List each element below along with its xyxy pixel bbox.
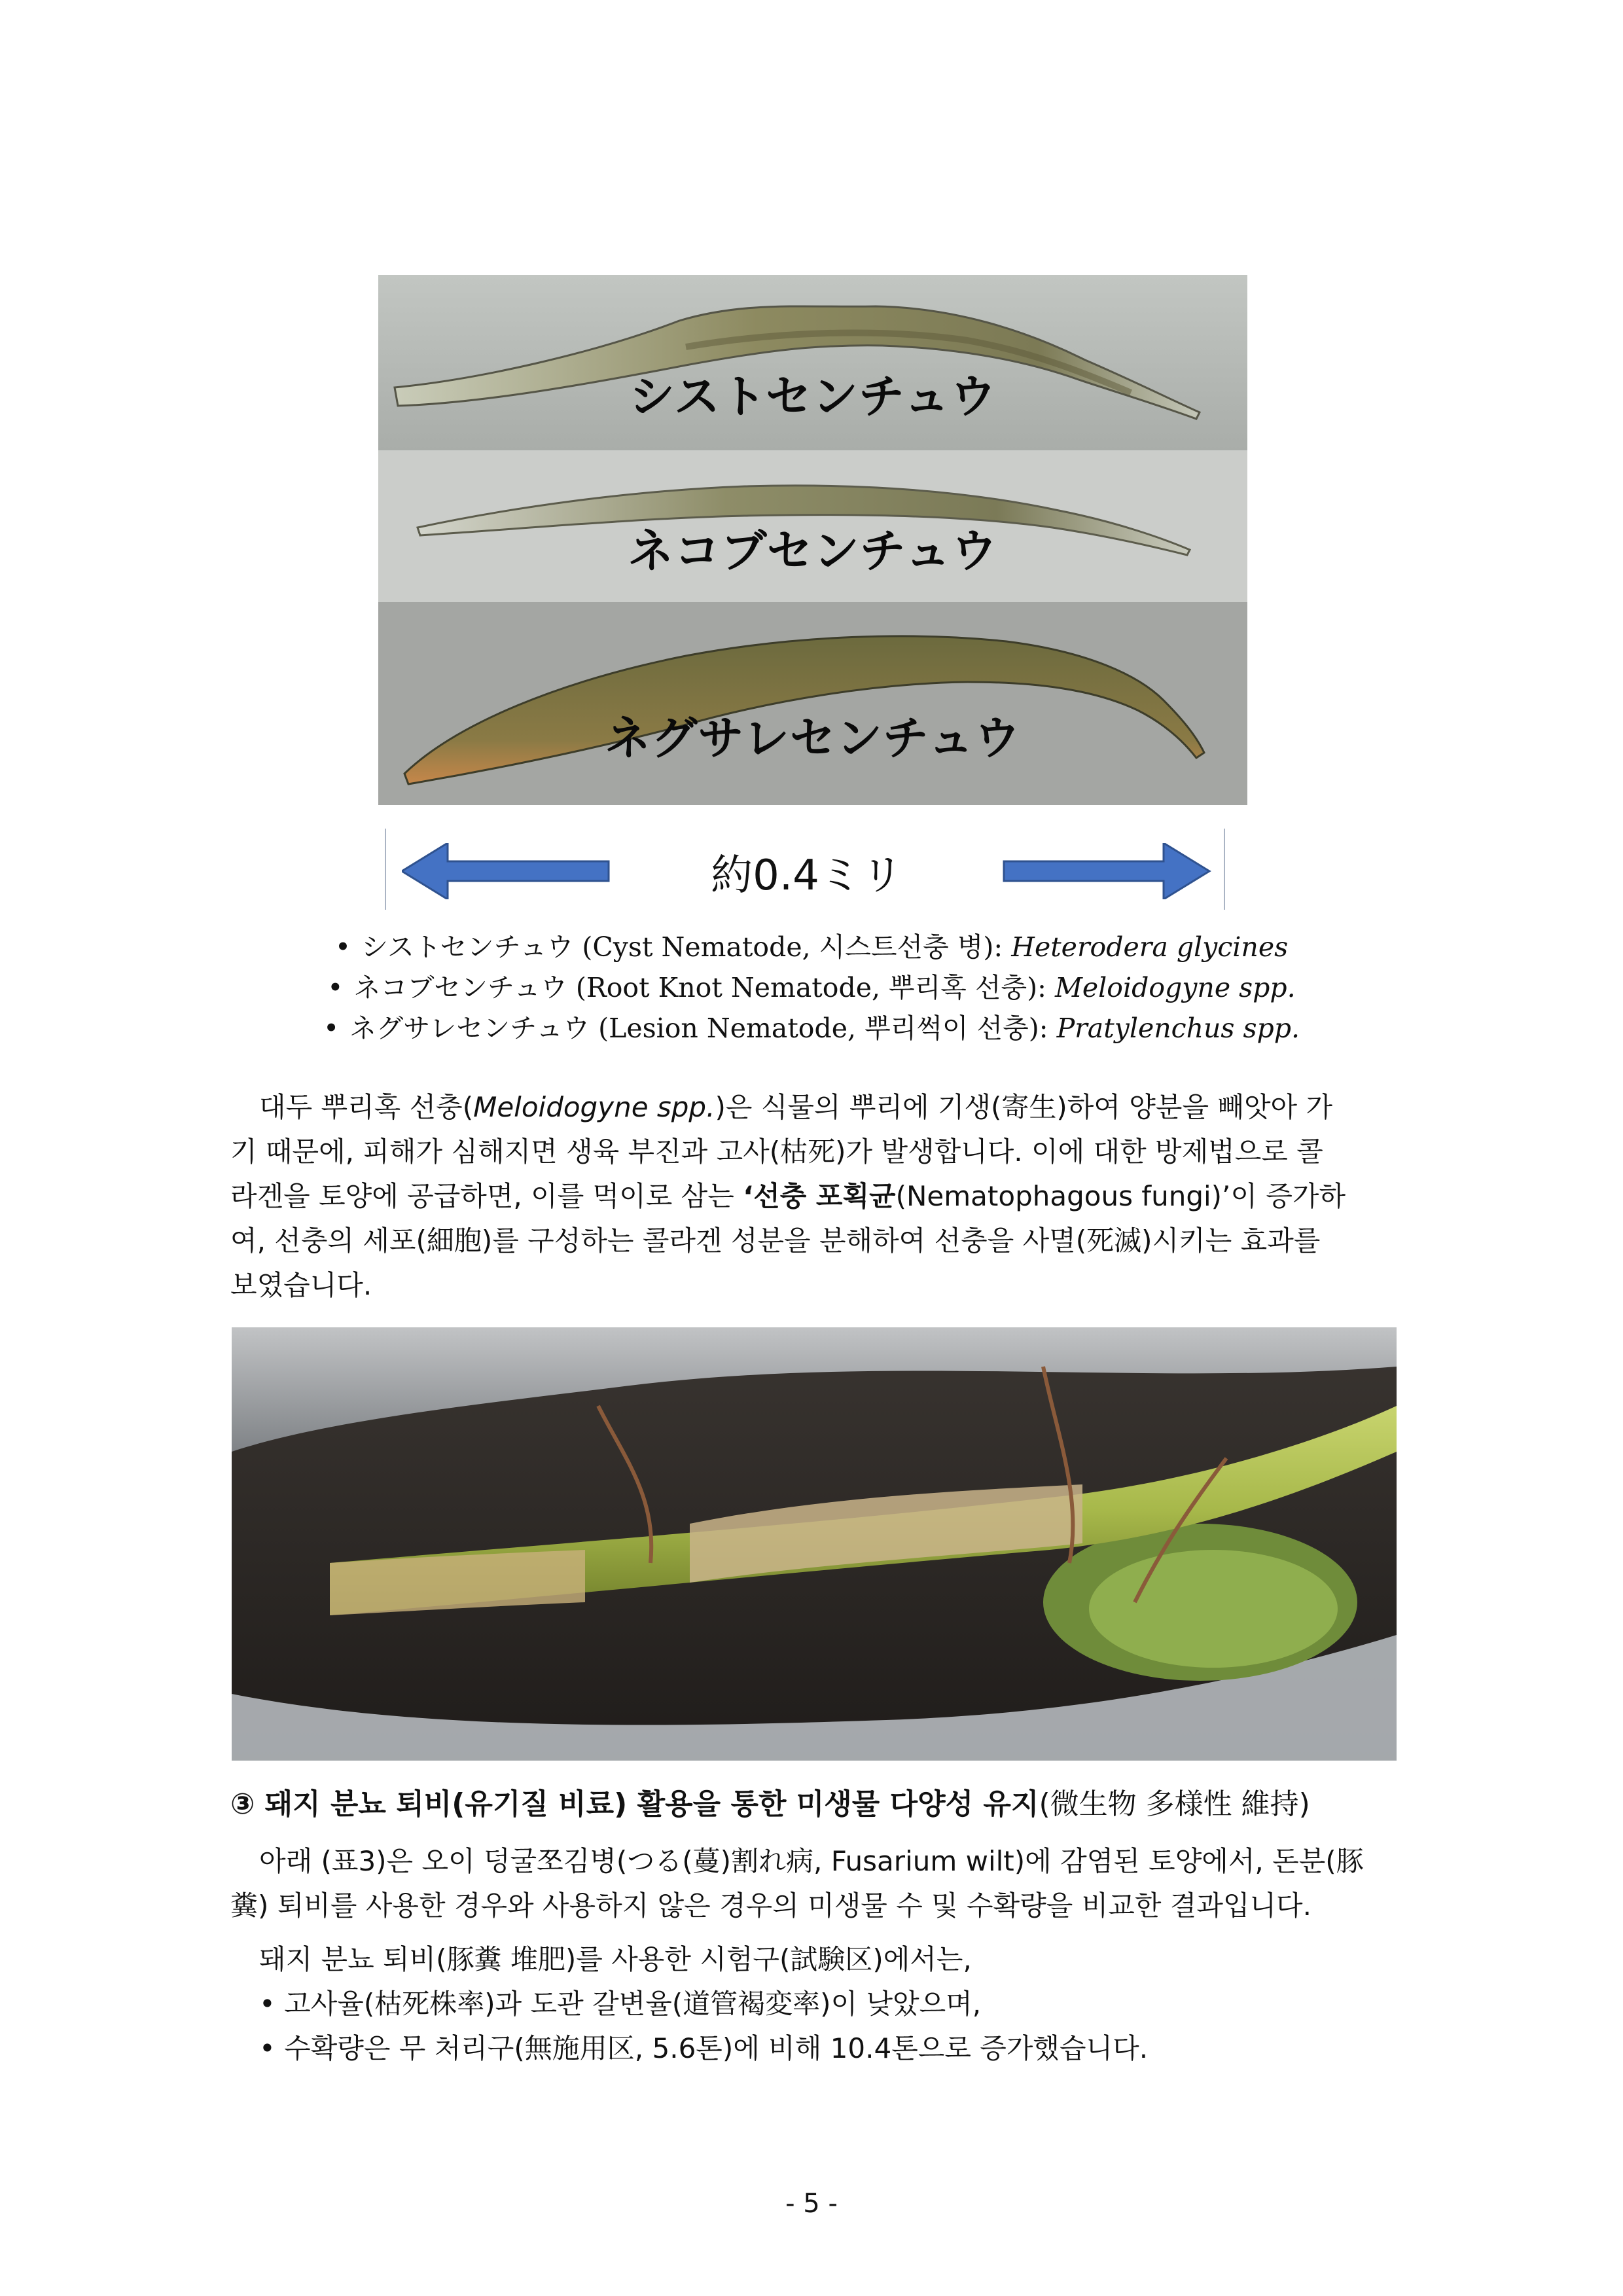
cyst-nematode-panel [378, 275, 1247, 450]
results-block [230, 1937, 1395, 2071]
text-run: )은 식물의 뿌리에 기생(寄生)하여 양분을 빼앗아 가 [715, 1091, 1333, 1123]
paragraph-line: 기 때문에, 피해가 심해지면 생육 부진과 고사(枯死)가 발생합니다. 이에 대한 방제법으로 콜 [230, 1136, 1323, 1168]
bullet: • [259, 1988, 276, 2020]
bullet: • [327, 972, 344, 1003]
panel-label-root-knot: ネコブセンチュウ [628, 524, 998, 578]
species-latin-name: Meloidogyne spp. [1054, 972, 1296, 1003]
paragraph-line [230, 1174, 1395, 1219]
results-item [230, 1982, 1395, 2026]
lesion-nematode-panel [378, 602, 1247, 805]
bullet: • [323, 1013, 340, 1044]
species-latin-name: Pratylenchus spp. [1056, 1013, 1300, 1044]
species-common-name: ネコブセンチュウ (Root Knot Nematode, 뿌리혹 선충): [353, 972, 1055, 1003]
species-item-lesion [0, 1008, 1623, 1049]
results-item [230, 2026, 1395, 2071]
diseased-stem-photo [232, 1327, 1397, 1761]
paragraph-line: 아래 (표3)은 오이 덩굴쪼김병(つる(蔓)割れ病, Fusarium wilt)에 감염된 토양에서, 돈분(豚 [259, 1845, 1364, 1877]
bullet: • [259, 2032, 276, 2064]
paragraph-line: 보였습니다. [230, 1269, 372, 1301]
species-latin-name: Heterodera glycines [1011, 931, 1289, 963]
results-item-text: 고사율(枯死株率)과 도관 갈변율(道管褐変率)이 낮았으며, [284, 1988, 982, 2020]
nematode-control-paragraph [230, 1085, 1395, 1308]
text-run: (Nematophagous fungi)’ [895, 1180, 1231, 1212]
species-common-name: シストセンチュウ (Cyst Nematode, 시스트선충 병): [361, 931, 1012, 963]
scale-bar [385, 829, 1229, 910]
text-run: 대두 뿌리혹 선충( [259, 1091, 474, 1123]
species-item-cyst [0, 927, 1623, 967]
latin-name: Meloidogyne spp. [473, 1091, 715, 1123]
panel-label-lesion: ネグサレセンチュウ [605, 711, 1021, 765]
section-heading [230, 1780, 1310, 1822]
bullet: • [334, 931, 351, 963]
results-item-text: 수확량은 무 처리구(無施用区, 5.6톤)에 비해 10.4톤으로 증가했습니다. [284, 2032, 1149, 2064]
root-knot-nematode-panel [378, 450, 1247, 602]
panel-label-cyst: シストセンチュウ [629, 370, 997, 423]
text-run: 이 증가하 [1230, 1180, 1346, 1212]
diseased-stem-image [232, 1327, 1397, 1761]
text-run: 라겐을 토양에 공급하면, 이를 먹이로 삼는 [230, 1180, 743, 1212]
paragraph-line: 여, 선충의 세포(細胞)를 구성하는 콜라겐 성분을 분해하여 선충을 사멸(死滅)시키는 효과를 [230, 1225, 1321, 1257]
paragraph-line: 糞) 퇴비를 사용한 경우와 사용하지 않은 경우의 미생물 수 및 수확량을 비교한 결과입니다. [230, 1890, 1311, 1922]
table3-intro-paragraph [230, 1839, 1395, 1928]
nematode-figure [378, 275, 1247, 805]
species-common-name: ネグサレセンチュウ (Lesion Nematode, 뿌리썩이 선충): [349, 1013, 1057, 1044]
page-number: - 5 - [785, 2189, 838, 2219]
scale-label: 約0.4ミリ [711, 852, 903, 900]
bold-term: ‘선충 포획균 [743, 1180, 896, 1212]
section-heading-hanja: (微生物 多様性 維持) [1039, 1787, 1310, 1821]
species-item-root-knot [0, 967, 1623, 1008]
species-list [0, 927, 1623, 1049]
section-heading-text: ③ 돼지 분뇨 퇴비(유기질 비료) 활용을 통한 미생물 다양성 유지 [230, 1787, 1039, 1821]
results-intro: 돼지 분뇨 퇴비(豚糞 堆肥)를 사용한 시험구(試験区)에서는, [259, 1943, 972, 1975]
paragraph-line [230, 1085, 1395, 1130]
